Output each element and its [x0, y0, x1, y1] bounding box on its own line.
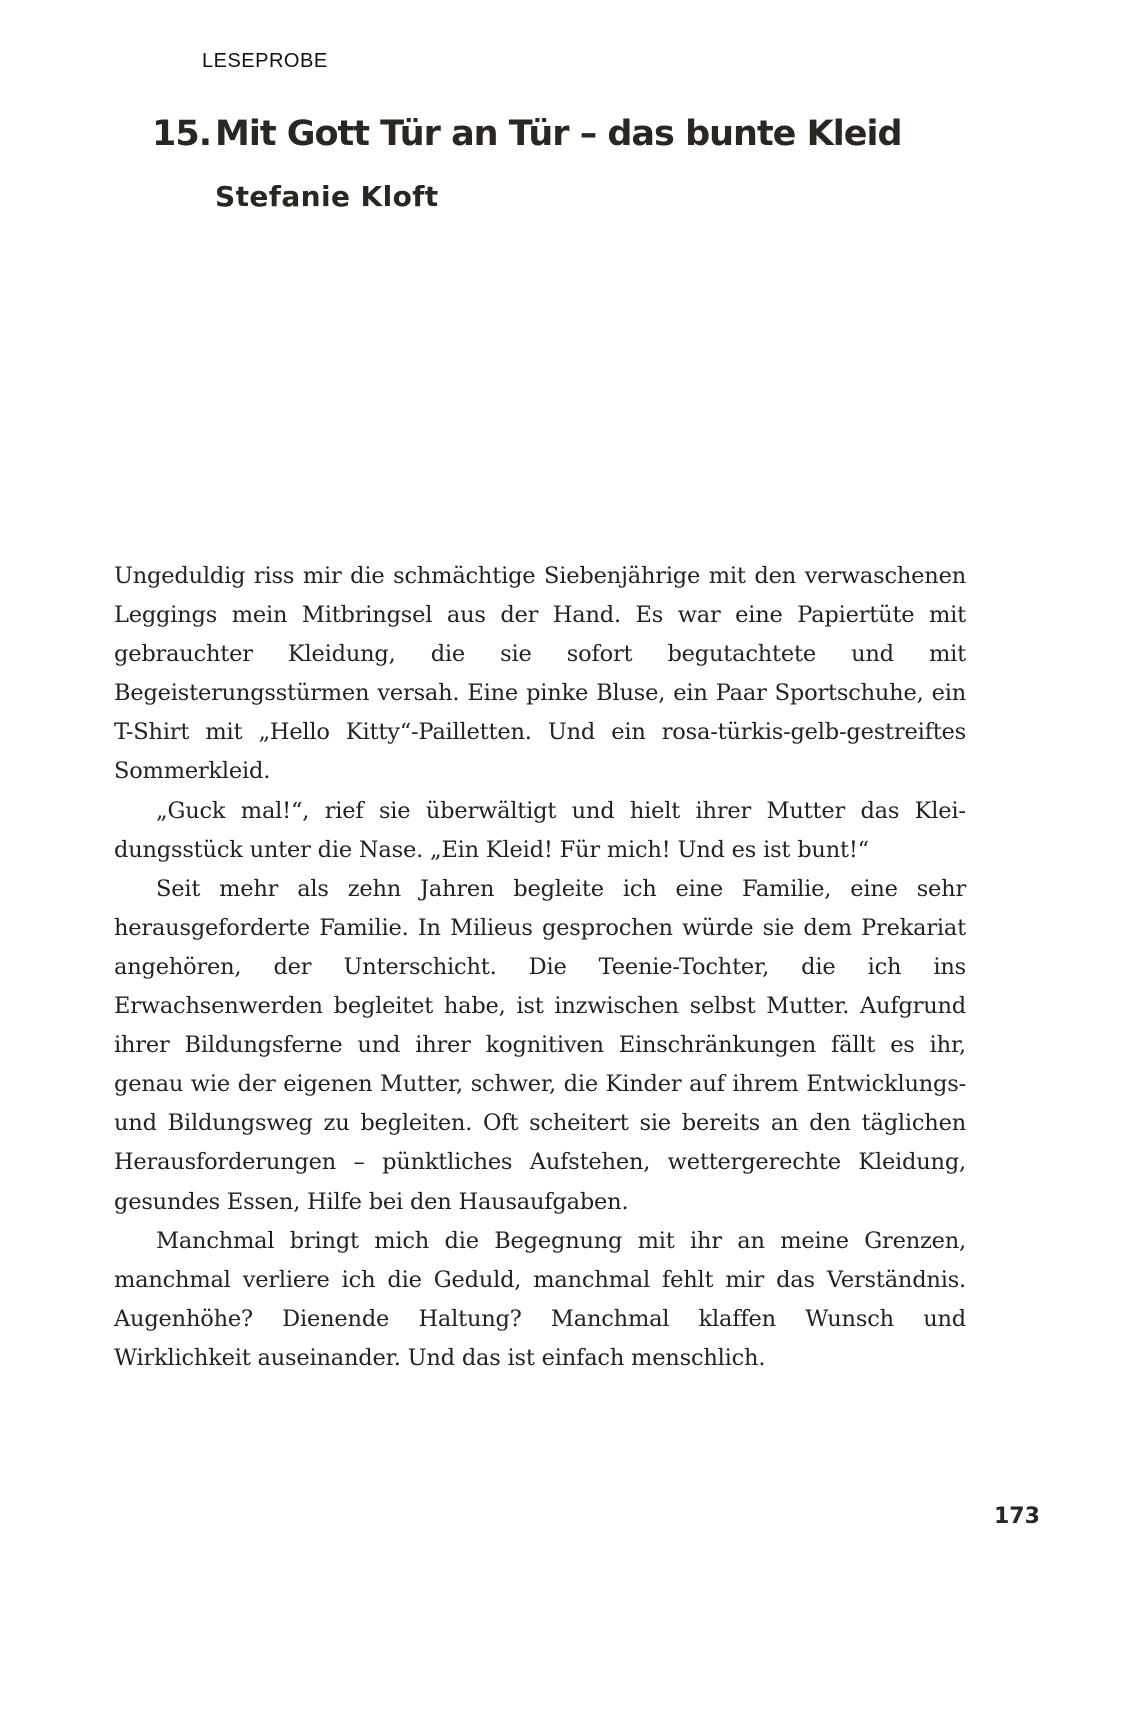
chapter-title	[152, 114, 902, 154]
chapter-title-text: Mit Gott Tür an Tür – das bunte Kleid	[215, 114, 902, 154]
body-text	[114, 557, 966, 1378]
page-number: 173	[994, 1504, 1040, 1529]
paragraph-3: Seit mehr als zehn Jahren begleite ich eine Familie, eine sehr herausgeforderte Familie. In Milieus gesprochen würde sie dem Prekariat angehören, der Unterschicht. Die Teenie-Tochter, die ich ins Erwachsenwerden begleitet habe, ist inzwischen selbst Mutter. Aufgrund ihrer Bildungsferne und ihrer kognitiven Einschränkungen fällt es ihr, genau wie der eigenen Mutter, schwer, die Kinder auf ihrem Entwicklungs- und Bildungsweg zu begleiten. Oft scheitert sie bereits an den täglichen Herausforderungen – pünktliches Aufstehen, wettergerechte Kleidung, gesundes Essen, Hilfe bei den Hausaufgaben.	[114, 875, 966, 1215]
leseprobe-label: LESEPROBE	[202, 50, 328, 72]
chapter-author: Stefanie Kloft	[215, 180, 439, 213]
chapter-number: 15.	[152, 114, 212, 154]
paragraph-1: Ungeduldig riss mir die schmächtige Siebenjährige mit den verwaschenen Leggings mein Mitbringsel aus der Hand. Es war eine Papiertüte mit gebrauchter Kleidung, die sie sofort begutachtete und mit Begeisterungsstürmen versah. Eine pinke Bluse, ein Paar Sportschuhe, ein T-Shirt mit „Hello Kitty“-Pailletten. Und ein rosa-türkis-gelb-gestreiftes Sommerkleid.	[114, 563, 966, 785]
paragraph-2: „Guck mal!“, rief sie überwältigt und hielt ihrer Mutter das Kleidungsstück unter die Nase. „Ein Kleid! Für mich! Und es ist bunt!“	[114, 797, 966, 863]
paragraph-4: Manchmal bringt mich die Begegnung mit ihr an meine Grenzen, manchmal verliere ich die Geduld, manchmal fehlt mir das Verständnis. Augenhöhe? Dienende Haltung? Manchmal klaffen Wunsch und Wirklichkeit auseinander. Und das ist einfach menschlich.	[114, 1227, 966, 1371]
